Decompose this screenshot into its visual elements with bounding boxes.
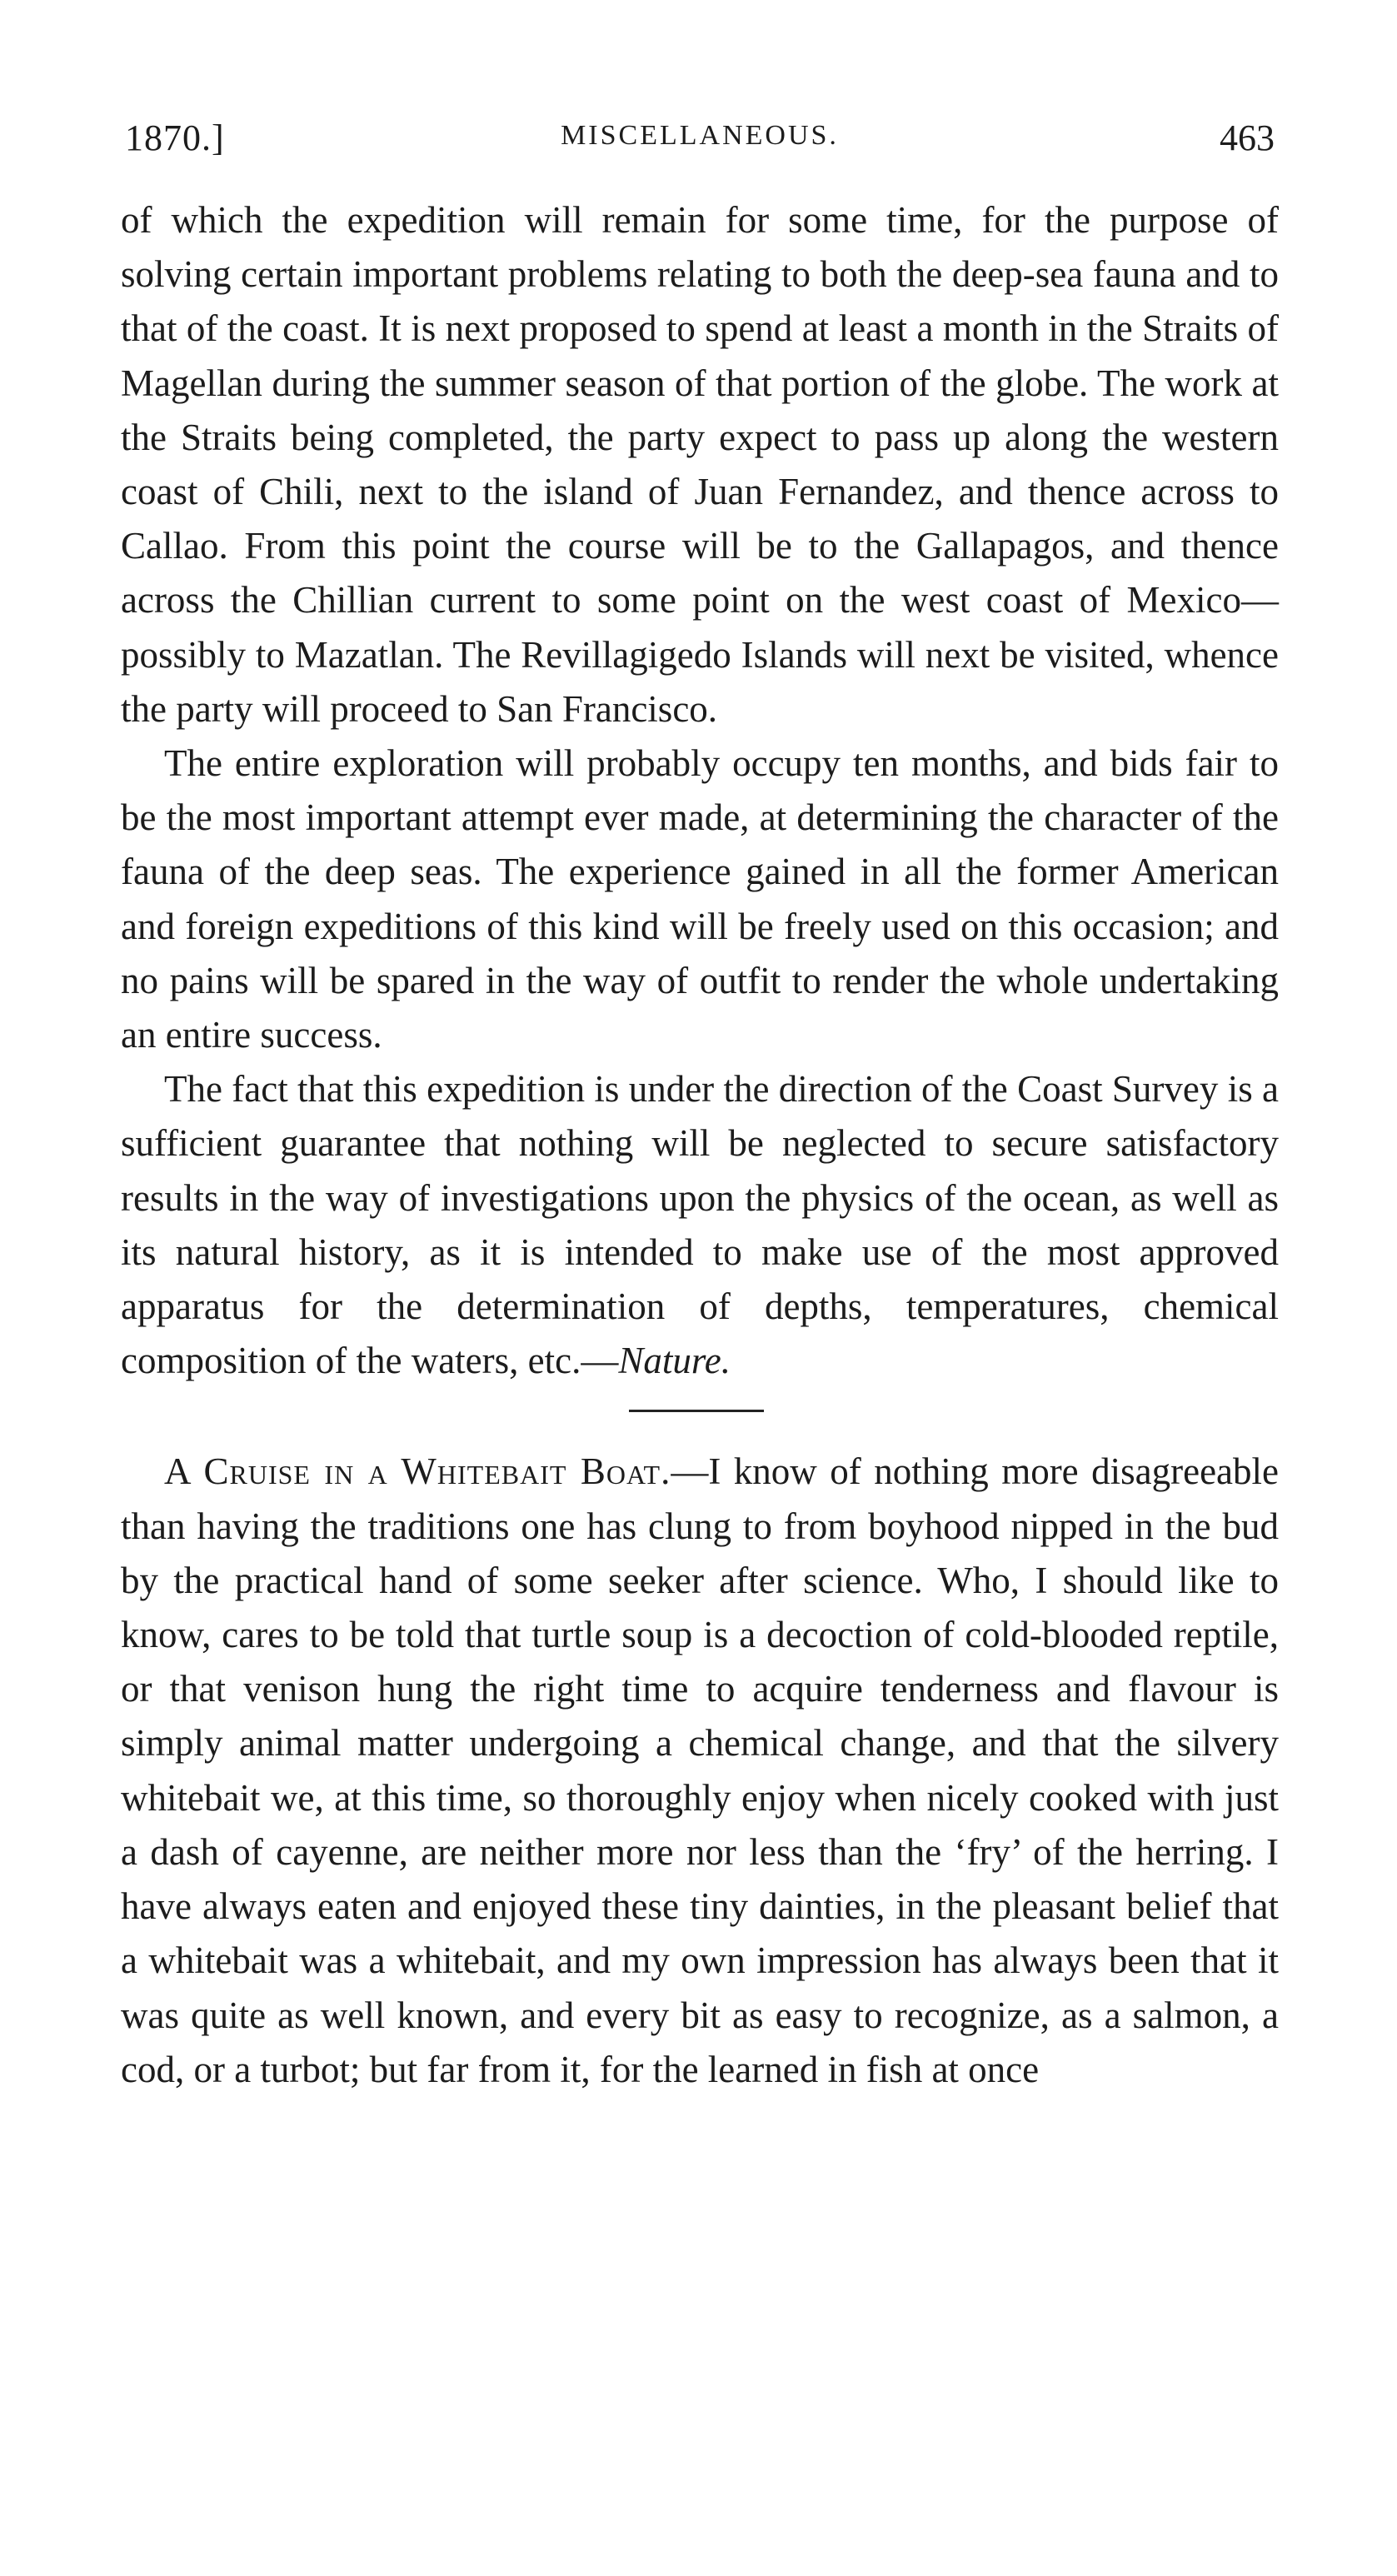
running-head bbox=[125, 117, 1275, 167]
article-text: —I know of nothing more disagreeable than having the traditions one has clung to from boyhood nipped in the bud by the practical hand of some seeker after science. Who, I should like to know, cares to be told that turtle soup is a decoction of cold-blooded reptile, or that venison hung the right time to acquire tenderness and flavour is simply animal matter undergoing a chemical change, and that the silvery whitebait we, at this time, so thoroughly enjoy when nicely cooked with just a dash of cayenne, are neither more nor less than the ‘fry’ of the herring. I have always eaten and enjoyed these tiny dainties, in the pleasant belief that a whitebait was a whitebait, and my own impression has always been that it was quite as well known, and every bit as easy to recognize, as a salmon, a cod, or a turbot; but far from it, for the learned in fish at once bbox=[121, 1450, 1279, 2090]
paragraph-exploration bbox=[121, 736, 1279, 1062]
paragraph-coast-survey bbox=[121, 1062, 1279, 1388]
paragraph-continued bbox=[121, 193, 1279, 736]
article-title: A Cruise in a Whitebait Boat. bbox=[164, 1450, 671, 1493]
page-number: 463 bbox=[1220, 117, 1275, 158]
paragraph-text: The entire exploration will probably occupy ten months, and bids fair to be the most important attempt ever made, at determining the character of the fauna of the deep seas. The experience gained in all the former American and foreign expeditions of this kind will be freely used on this occasion; and no pains will be spared in the way of outfit to render the whole undertaking an entire success. bbox=[121, 742, 1279, 1056]
body-text bbox=[121, 193, 1279, 2097]
article-whitebait bbox=[121, 1445, 1279, 2096]
paragraph-text: of which the expedition will remain for some time, for the purpose of solving certain important problems relating to both the deep-sea fauna and to that of the coast. It is next proposed to spend at least a month in the Straits of Magellan during the summer season of that portion of the globe. The work at the Straits being completed, the party expect to pass up along the western coast of Chili, next to the island of Juan Fernandez, and thence across to Callao. From this point the course will be to the Gallapagos, and thence across the Chillian current to some point on the west coast of Mexico—possibly to Mazatlan. The Revillagigedo Islands will next be visited, whence the party will proceed to San Francisco. bbox=[121, 199, 1279, 730]
header-section-title: MISCELLANEOUS. bbox=[561, 120, 839, 151]
source-citation: Nature. bbox=[618, 1340, 731, 1382]
section-divider bbox=[629, 1410, 764, 1412]
paragraph-text: The fact that this expedition is under the direction of the Coast Survey is a sufficient guarantee that nothing will be neglected to secure satisfactory results in the way of investigations upon the physics of the ocean, as well as its natural history, as it is intended to make use of the most approved apparatus for the determination of depths, temperatures, chemical composition of the waters, etc.— bbox=[121, 1068, 1279, 1382]
section-divider-area bbox=[121, 1388, 1279, 1445]
header-year: 1870.] bbox=[125, 117, 225, 158]
